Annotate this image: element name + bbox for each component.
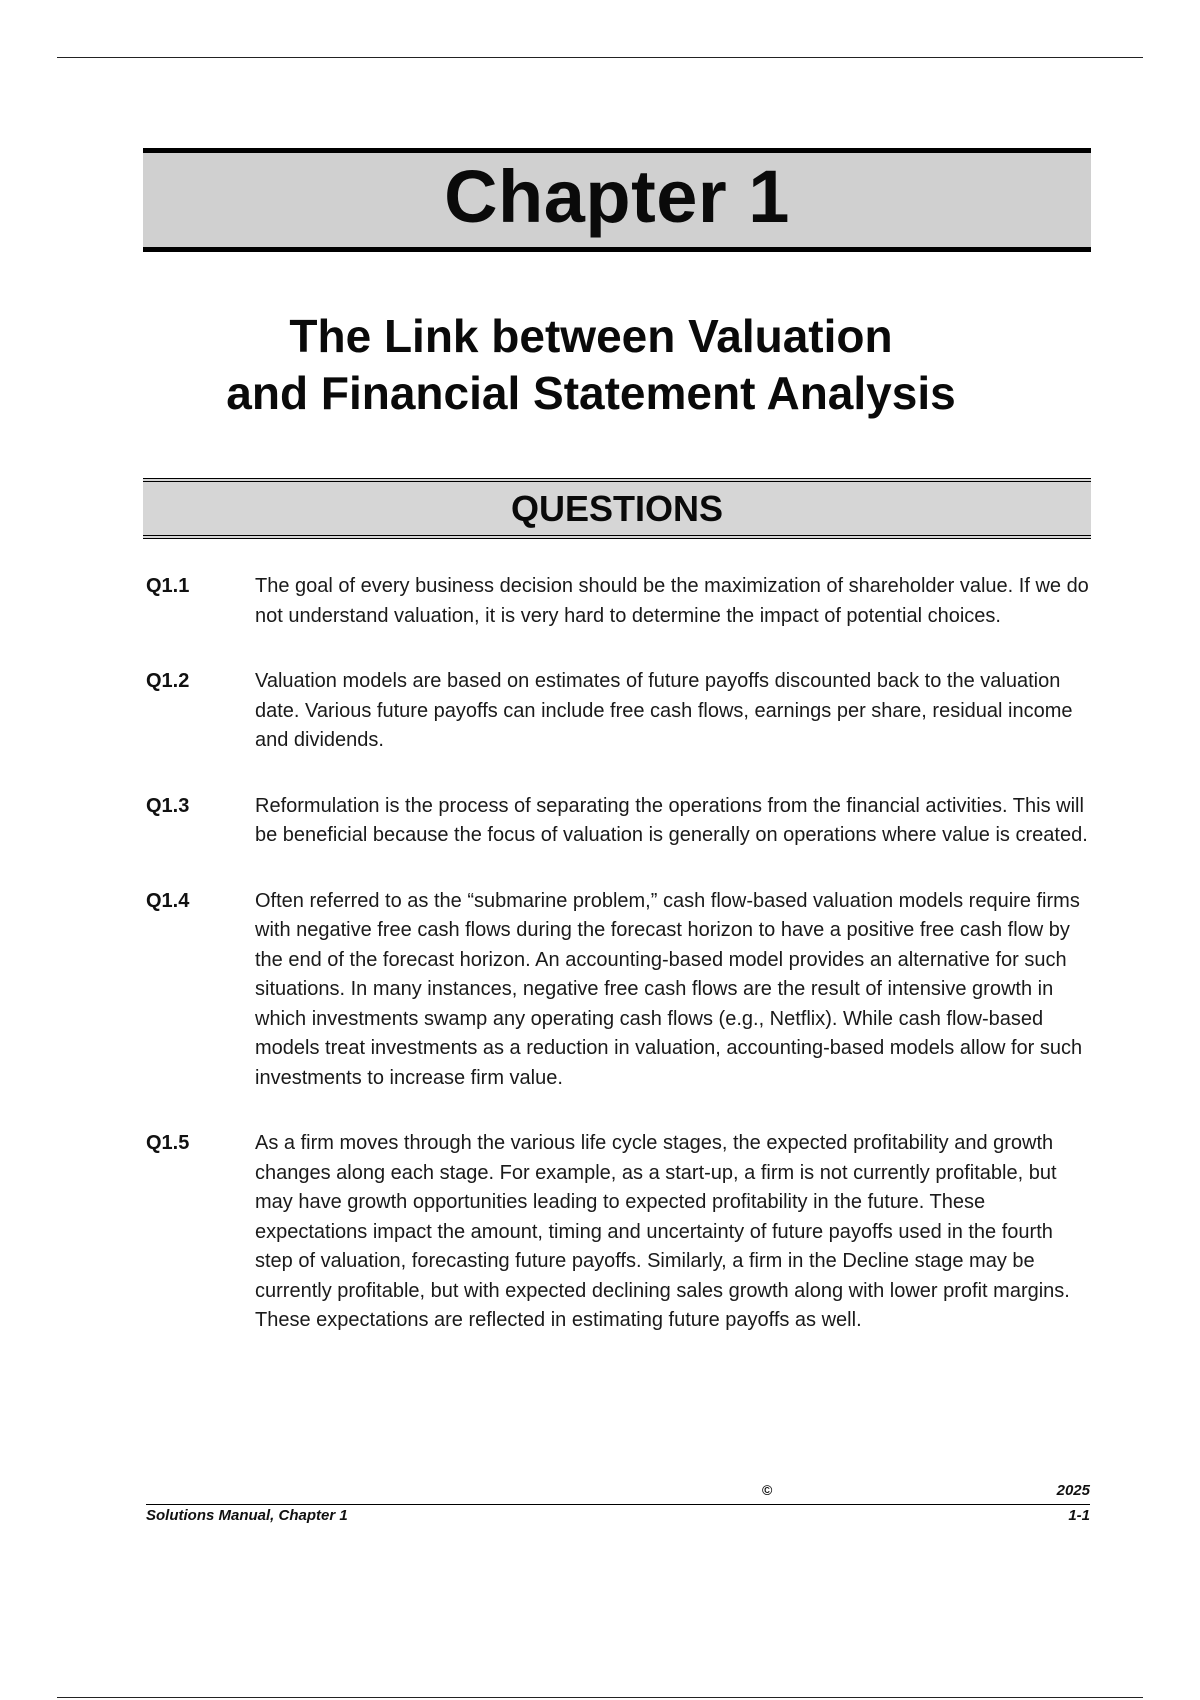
section-title: QUESTIONS (510, 487, 724, 529)
footer-year: 2025 (1056, 1482, 1090, 1499)
chapter-subtitle-line-1: The Link between Valuation (289, 310, 893, 362)
chapter-title: Chapter 1 (444, 155, 790, 238)
question-list (146, 572, 1094, 1372)
chapter-subtitle-line-2: and Financial Statement Analysis (226, 367, 956, 419)
question-answer-text: Valuation models are based on estimates of future payoffs discounted back to the valuation date. Various future payoffs can include free cash flows, earnings per share, residual income and dividends. (255, 670, 1073, 751)
question-answer-text: Reformulation is the process of separating the operations from the financial activities. This will be beneficial because the focus of valuation is generally on operations where value is created. (255, 794, 1088, 846)
question-answer-text: Often referred to as the “submarine problem,” cash flow-based valuation models require firms with negative free cash flows during the forecast horizon to have a positive free cash flow by the end of the forecast horizon. An accounting-based model provides an alternative for such situations. In many instances, negative free cash flows are the result of intensive growth in which investments swamp any operating cash flows (e.g., Netflix). While cash flow-based models treat investments as a reduction in valuation, accounting-based models allow for such investments to increase firm value. (255, 889, 1083, 1089)
question-number: Q1.4 (146, 889, 190, 912)
footer-rule (146, 1504, 1090, 1505)
page-footer (146, 1482, 1090, 1526)
question-number: Q1.2 (146, 670, 190, 692)
question-number: Q1.1 (146, 575, 190, 597)
footer-manual-title: Solutions Manual, Chapter 1 (146, 1507, 348, 1524)
chapter-subtitle (117, 308, 1065, 422)
question-item (146, 572, 1094, 631)
question-answer-text: As a firm moves through the various life cycle stages, the expected profitability and growth changes along each stage. For example, as a start-up, a firm is not currently profitable, but may have growth opportunities leading to expected profitability in the future. These expectations impact the amount, timing and uncertainty of future payoffs used in the fourth step of valuation, forecasting future payoffs. Similarly, a firm in the Decline stage may be currently profitable, but with expected declining sales growth along with lower profit margins. These expectations are reflected in estimating future payoffs as well. (255, 1132, 1070, 1331)
question-answer-text: The goal of every business decision should be the maximization of shareholder value. If we do not understand valuation, it is very hard to determine the impact of potential choices. (255, 575, 1089, 627)
copyright-symbol: © (762, 1482, 773, 1498)
question-number: Q1.3 (146, 794, 190, 817)
question-item (146, 1129, 1094, 1336)
page-bottom-rule (57, 1697, 1143, 1698)
questions-section-banner (143, 478, 1091, 539)
question-item (146, 667, 1094, 756)
question-item (146, 792, 1094, 851)
question-item (146, 887, 1094, 1094)
page-top-rule (57, 57, 1143, 58)
page-number: 1-1 (1068, 1507, 1090, 1524)
question-number: Q1.5 (146, 1132, 190, 1154)
chapter-banner (143, 148, 1091, 252)
